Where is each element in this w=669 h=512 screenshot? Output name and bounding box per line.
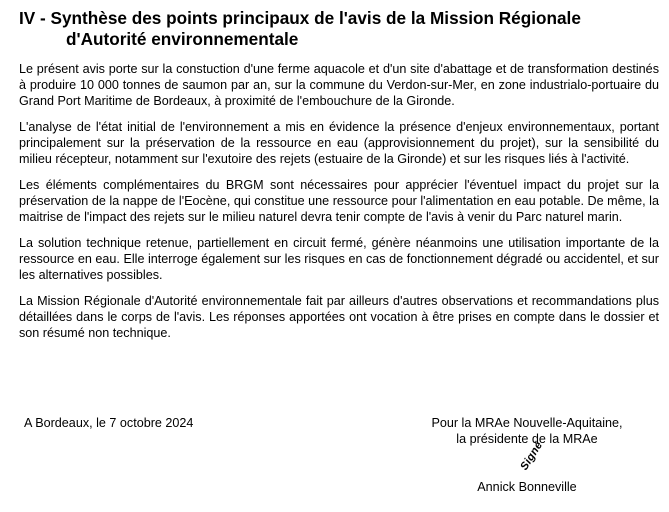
paragraph-brgm-elements: Les éléments complémentaires du BRGM sont nécessaires pour apprécier l'éventuel impact du projet sur la préservation de la nappe de l'Eocène, qui constitue une ressource pour l'alimentation en eau potable. De même, la maitrise de l'impact des rejets sur le milieu naturel devra tenir compte de l'avis à venir du Parc naturel marin. xyxy=(19,178,659,225)
signature-for-line: Pour la MRAe Nouvelle-Aquitaine, xyxy=(431,416,623,430)
paragraph-project-description: Le présent avis porte sur la constuction d'une ferme aquacole et d'un site d'abattage et de transformation destinés à produire 10 000 tonnes de saumon par an, sur la commune du Verdon-sur-Mer, en zone industrialo-portuaire du Grand Port Maritime de Bordeaux, à proximité de l'embouchure de la Gironde. xyxy=(19,62,659,108)
signer-name: Annick Bonneville xyxy=(477,480,577,494)
paragraph-initial-state-analysis: L'analyse de l'état initial de l'environnement a mis en évidence la présence d'enjeux environnementaux, portant principalement sur la préservation de la ressource en eau (approvisionnement du projet), sur la sensibilité du milieu récepteur, notamment sur l'exutoire des rejets (estuaire de la Gironde) et sur les risques liés à l'activité. xyxy=(19,119,659,166)
section-heading-line1: IV - Synthèse des points principaux de l'avis de la Mission Régionale xyxy=(19,8,581,28)
section-heading-line2: d'Autorité environnementale xyxy=(66,29,299,49)
signature-block xyxy=(395,415,659,447)
synthesis-body xyxy=(19,62,659,352)
signature-role-line: la présidente de la MRAe xyxy=(456,432,598,446)
section-heading xyxy=(19,8,659,50)
signed-stamp: Signé xyxy=(518,439,546,473)
paragraph-technical-solution: La solution technique retenue, partiellement en circuit fermé, génère néanmoins une utilisation importante de la ressource en eau. Elle interroge également sur les risques en cas de fonctionnement dégradé ou accidentel, et sur les alternatives possibles. xyxy=(19,236,659,282)
paragraph-other-observations: La Mission Régionale d'Autorité environnementale fait par ailleurs d'autres observations et recommandations plus détaillées dans le corps de l'avis. Les réponses apportées ont vocation à être prises en compte dans le dossier et son résumé non technique. xyxy=(19,293,659,340)
place-date: A Bordeaux, le 7 octobre 2024 xyxy=(24,416,194,430)
